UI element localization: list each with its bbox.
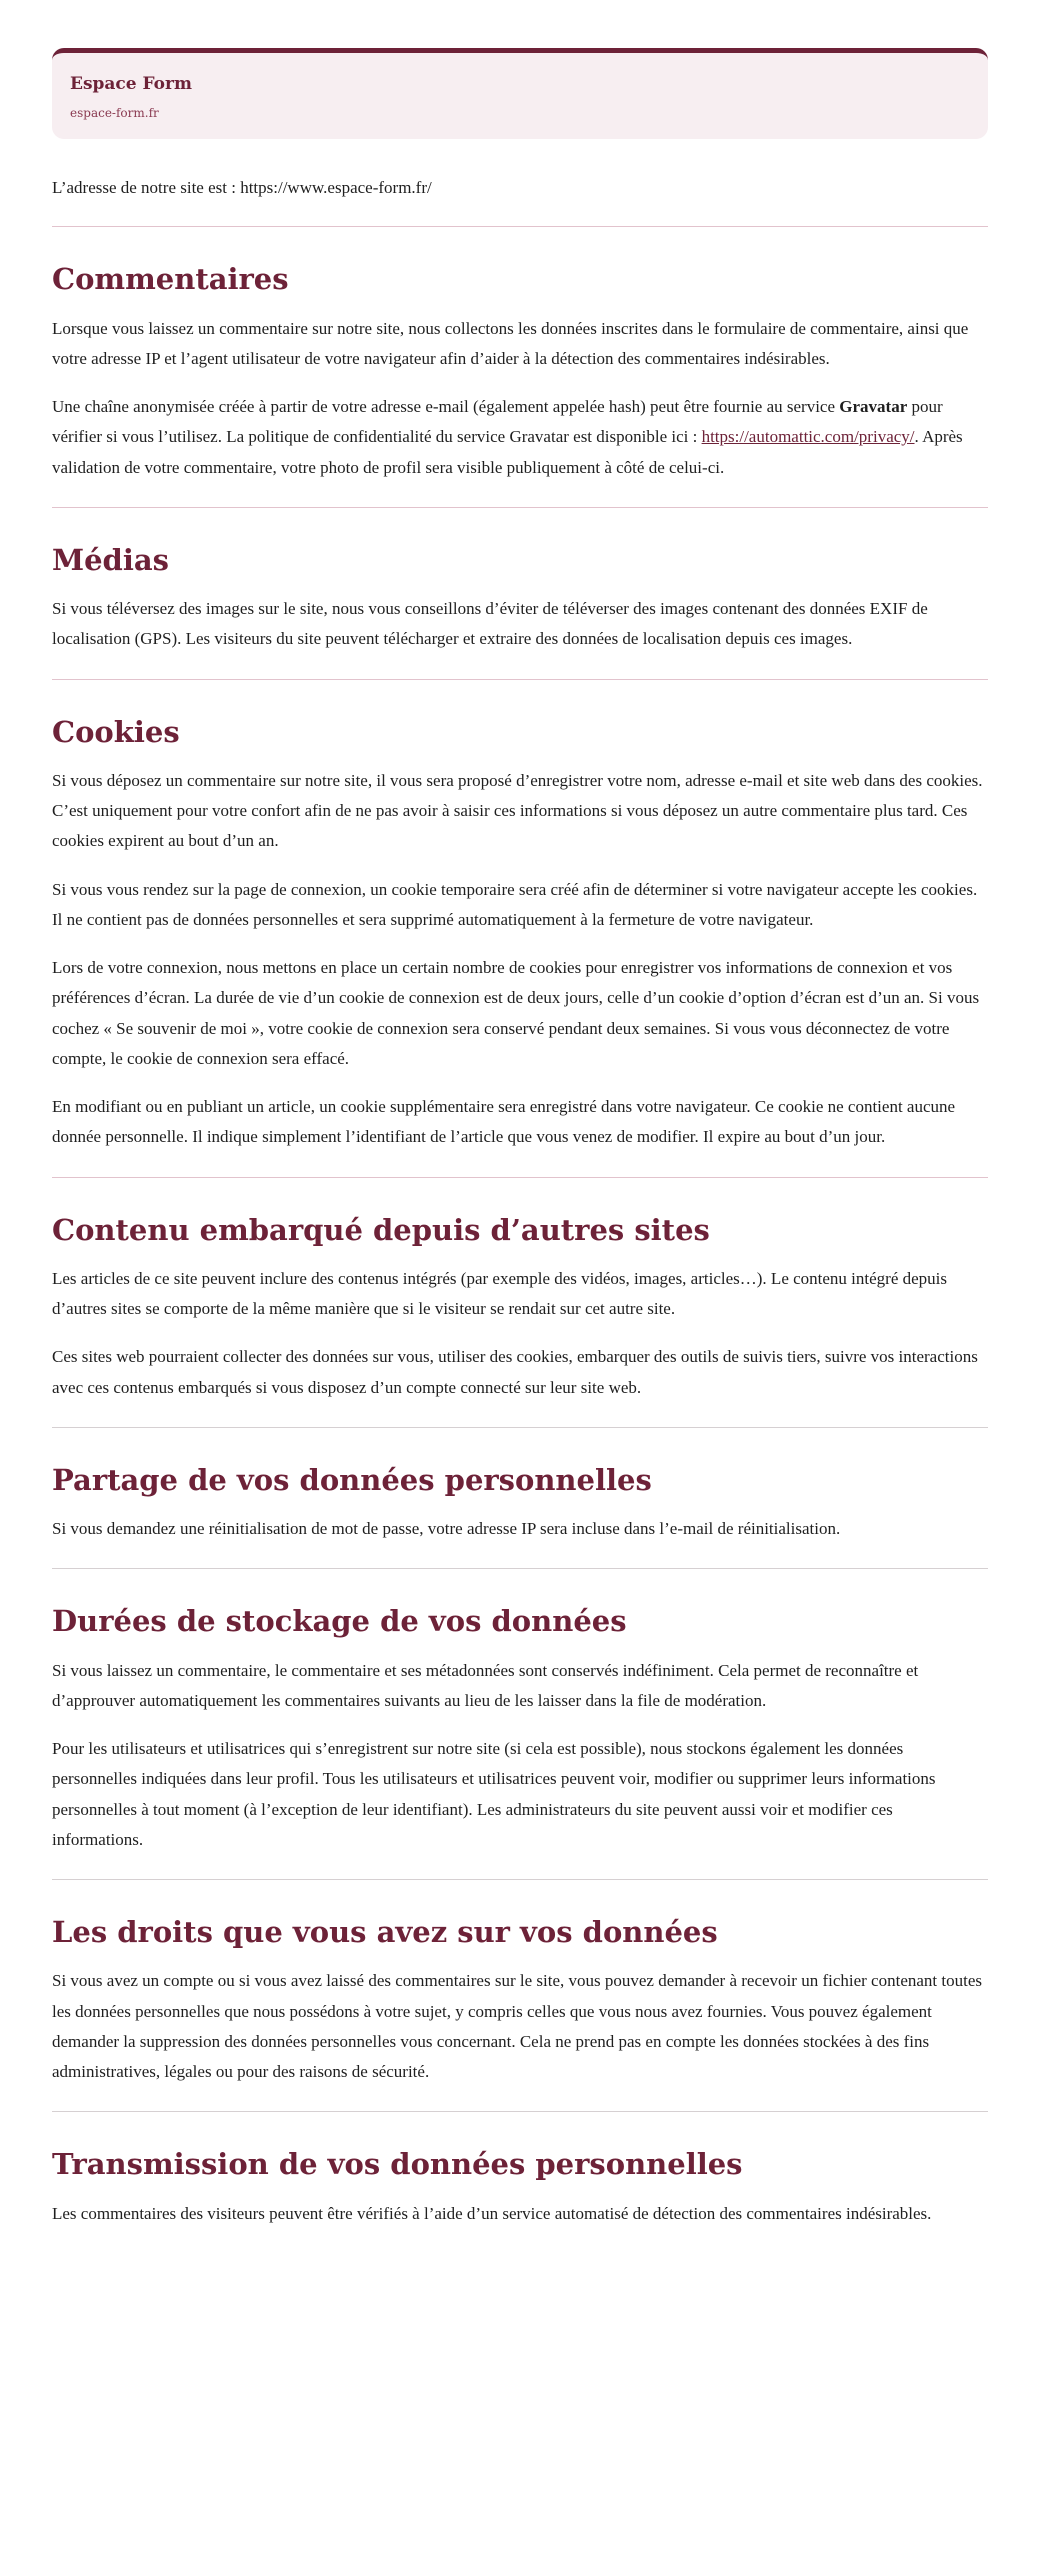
section-title: Partage de vos données personnelles	[52, 1462, 652, 1497]
section-title: Médias	[52, 542, 169, 577]
section-paragraph: Si vous laissez un commentaire, le commentaire et ses métadonnées sont conservés indéfiniment. Cela permet de reconnaître et d’approuver automatiquement les commentaires suivants au lieu de les laisser dans la file de modération.	[52, 1660, 919, 1710]
section-paragraph: Si vous déposez un commentaire sur notre site, il vous sera proposé d’enregistrer votre nom, adresse e-mail et site web dans des cookies. C’est uniquement pour votre confort afin de ne pas avoir à saisir ces informations si vous déposez un autre commentaire plus tard. Ces cookies expirent au bout d’un an.	[52, 770, 983, 851]
intro-paragraph: L’adresse de notre site est : https://www.espace-form.fr/	[52, 177, 432, 197]
section-partage-donnees	[52, 1427, 988, 1569]
automattic-privacy-link[interactable]: https://automattic.com/privacy/	[701, 427, 915, 447]
section-title: Transmission de vos données personnelles	[52, 2147, 743, 2182]
section-commentaires	[52, 226, 988, 507]
text-span: . Après validation de votre commentaire, votre photo de profil sera visible publiquement à côté de celui-ci.	[52, 427, 963, 477]
section-title: Durées de stockage de vos données	[52, 1604, 627, 1639]
section-contenu-embarque	[52, 1177, 988, 1427]
section-paragraph: Lors de votre connexion, nous mettons en place un certain nombre de cookies pour enregistrer vos informations de connexion et vos préférences d’écran. La durée de vie d’un cookie de connexion est de deux jours, celle d’un cookie d’option d’écran est d’un an. Si vous cochez « Se souvenir de moi », votre cookie de connexion sera conservé pendant deux semaines. Si vous vous déconnectez de votre compte, le cookie de connexion sera effacé.	[52, 958, 980, 1068]
section-paragraph-gravatar	[52, 392, 988, 483]
gravatar-bold: Gravatar	[839, 397, 908, 417]
section-paragraph: Les commentaires des visiteurs peuvent être vérifiés à l’aide d’un service automatisé de détection des commentaires indésirables.	[52, 2203, 932, 2223]
section-medias	[52, 507, 988, 679]
section-paragraph: Lorsque vous laissez un commentaire sur notre site, nous collectons les données inscrites dans le formulaire de commentaire, ainsi que votre adresse IP et l’agent utilisateur de votre navigateur afin d’aider à la détection des commentaires indésirables.	[52, 318, 969, 368]
section-durees-stockage	[52, 1568, 988, 1879]
section-paragraph: Ces sites web pourraient collecter des données sur vous, utiliser des cookies, embarquer des outils de suivis tiers, suivre vos interactions avec ces contenus embarqués si vous disposez d’un compte connecté sur leur site web.	[52, 1347, 978, 1397]
text-span: Une chaîne anonymisée créée à partir de votre adresse e-mail (également appelée hash) peut être fournie au service	[52, 397, 840, 417]
section-paragraph: En modifiant ou en publiant un article, un cookie supplémentaire sera enregistré dans votre navigateur. Ce cookie ne contient aucune donnée personnelle. Il indique simplement l’identifiant de l’article que vous venez de modifier. Il expire au bout d’un jour.	[52, 1097, 956, 1147]
section-transmission-donnees	[52, 2111, 988, 2253]
section-paragraph: Si vous téléversez des images sur le site, nous vous conseillons d’éviter de téléverser des images contenant des données EXIF de localisation (GPS). Les visiteurs du site peuvent télécharger et extraire des données de localisation depuis ces images.	[52, 599, 928, 649]
section-paragraph: Si vous demandez une réinitialisation de mot de passe, votre adresse IP sera incluse dans l’e-mail de réinitialisation.	[52, 1519, 841, 1539]
section-paragraph: Si vous vous rendez sur la page de connexion, un cookie temporaire sera créé afin de déterminer si votre navigateur accepte les cookies. Il ne contient pas de données personnelles et sera supprimé automatiquement à la fermeture de votre navigateur.	[52, 879, 978, 929]
section-title: Cookies	[52, 714, 180, 749]
section-paragraph: Les articles de ce site peuvent inclure des contenus intégrés (par exemple des vidéos, images, articles…). Le contenu intégré depuis d’autres sites se comporte de la même manière que si le visiteur se rendait sur cet autre site.	[52, 1268, 948, 1319]
section-cookies	[52, 679, 988, 1177]
section-title: Contenu embarqué depuis d’autres sites	[52, 1212, 710, 1247]
section-paragraph: Si vous avez un compte ou si vous avez laissé des commentaires sur le site, vous pouvez demander à recevoir un fichier contenant toutes les données personnelles que nous possédons à votre sujet, y compris celles que vous nous avez fournies. Vous pouvez également demander la suppression des données personnelles vous concernant. Cela ne prend pas en compte les données stockées à des fins administratives, légales ou pour des raisons de sécurité.	[52, 1971, 982, 2082]
site-header-card	[52, 48, 988, 139]
text-span: pour vérifier si vous l’utilisez. La politique de confidentialité du service Gravatar est disponible ici :	[52, 397, 943, 447]
section-title: Les droits que vous avez sur vos données	[52, 1915, 718, 1950]
site-name: Espace Form	[70, 74, 192, 94]
site-domain: espace-form.fr	[70, 106, 159, 121]
section-paragraph: Pour les utilisateurs et utilisatrices qui s’enregistrent sur notre site (si cela est possible), nous stockons également les données personnelles indiquées dans leur profil. Tous les utilisateurs et utilisatrices peuvent voir, modifier ou supprimer leurs informations personnelles à tout moment (à l’exception de leur identifiant). Les administrateurs du site peuvent aussi voir et modifier ces informations.	[52, 1739, 936, 1849]
section-droits-donnees	[52, 1879, 988, 2111]
section-title: Commentaires	[52, 262, 289, 297]
